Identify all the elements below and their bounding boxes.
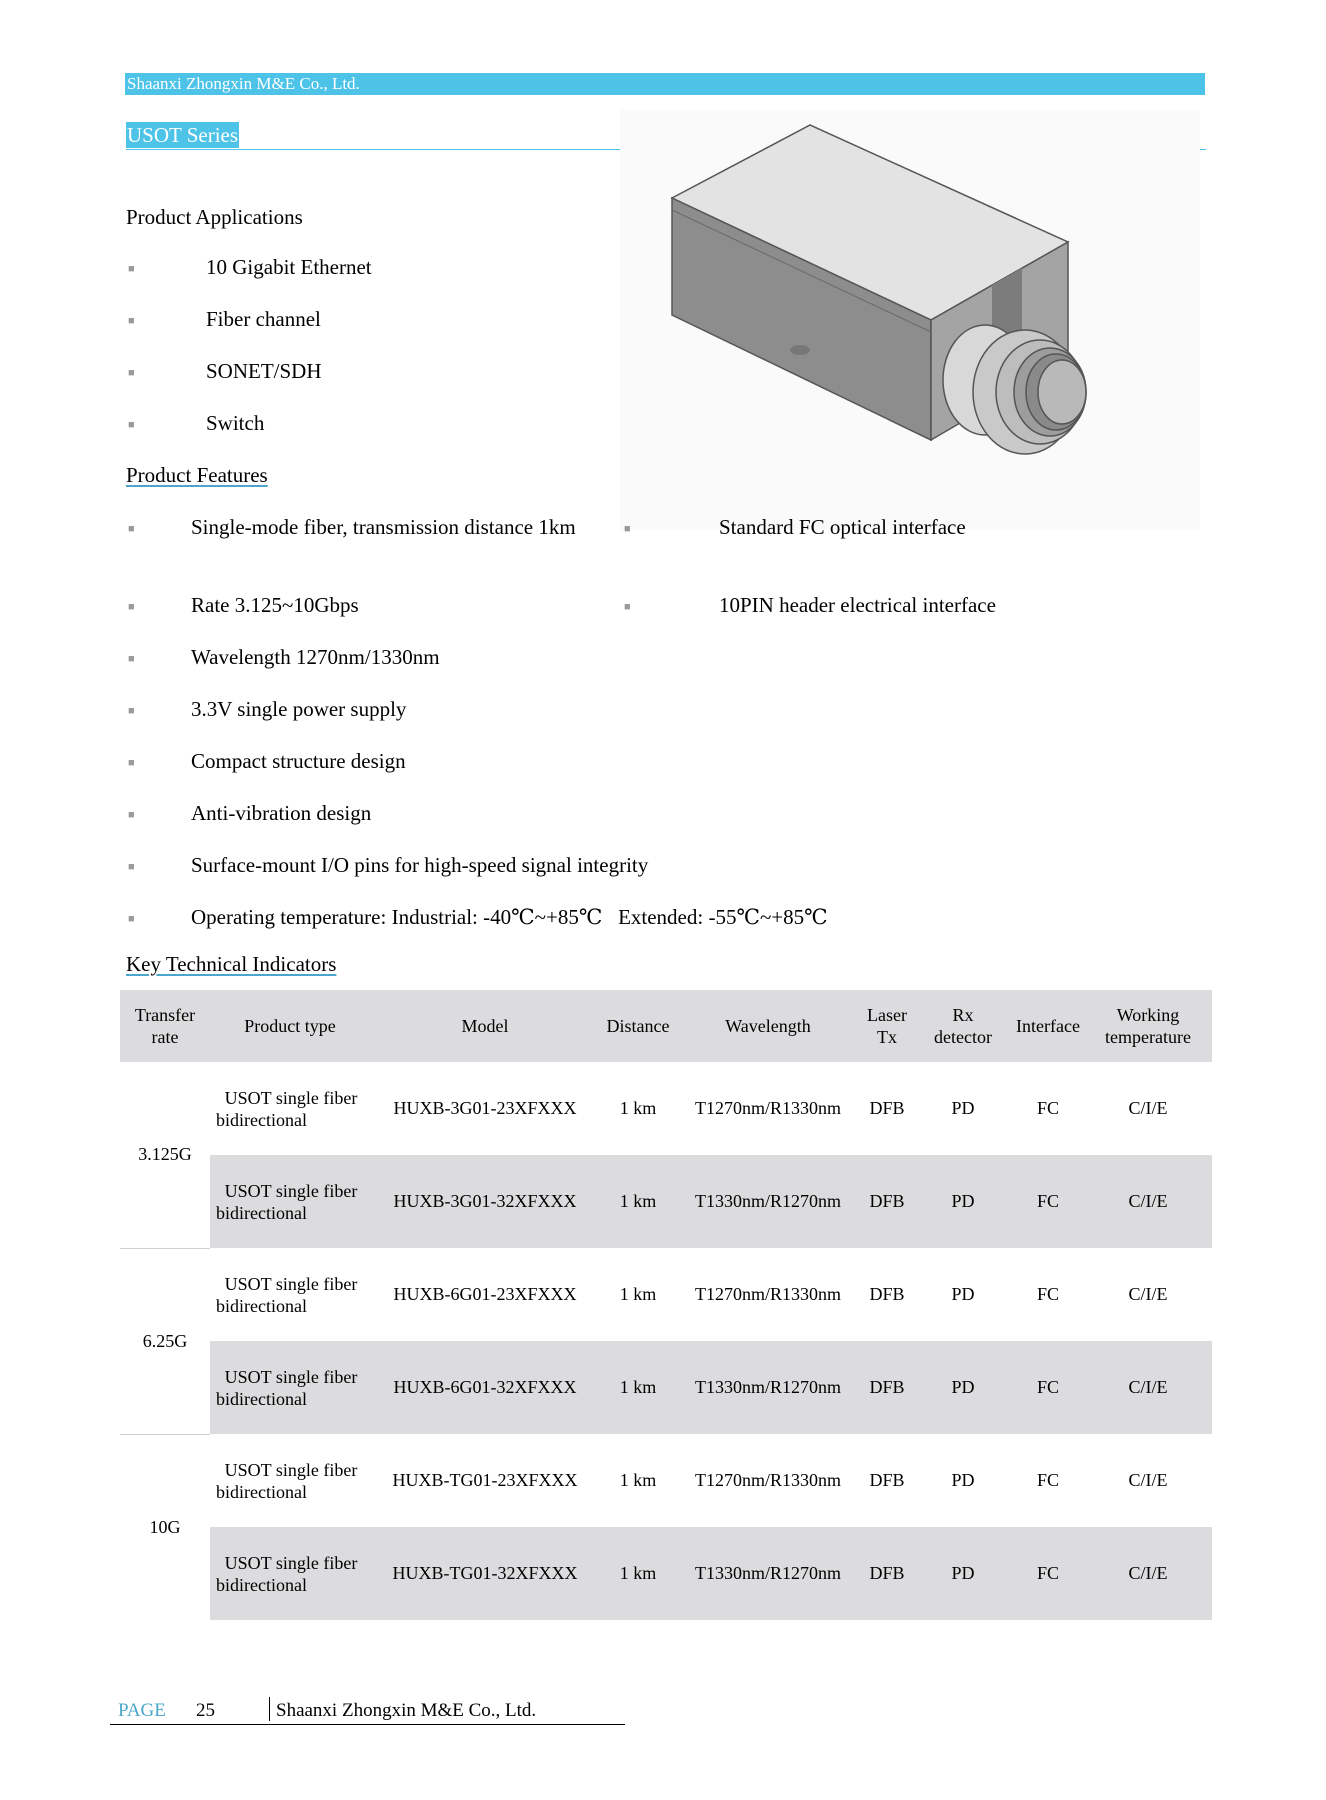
laser-cell: DFB xyxy=(860,1341,914,1434)
usot-module-image xyxy=(620,110,1200,530)
bullet-icon: ■ xyxy=(128,705,135,717)
distance-cell: 1 km xyxy=(619,1284,657,1304)
rx-cell: PD xyxy=(914,1155,1012,1248)
bullet-icon: ■ xyxy=(128,653,135,665)
transfer-rate-cell: 10G xyxy=(120,1434,210,1620)
bullet-icon: ■ xyxy=(128,419,135,431)
feature-item: Wavelength 1270nm/1330nm xyxy=(191,645,440,669)
application-item: Switch xyxy=(206,411,265,435)
footer-separator xyxy=(269,1697,270,1721)
rx-cell: PD xyxy=(951,1098,975,1118)
application-item: 10 Gigabit Ethernet xyxy=(206,255,372,279)
application-item: SONET/SDH xyxy=(206,359,322,383)
feature-item: Operating temperature: Industrial: -40℃~+85℃ Extended: -55℃~+85℃ xyxy=(191,905,828,929)
table-row xyxy=(120,1341,1212,1434)
footer-rule xyxy=(110,1724,625,1725)
model-cell: HUXB-TG01-32XFXXX xyxy=(370,1527,600,1620)
bullet-icon: ■ xyxy=(128,809,135,821)
col-header-distance: Distance xyxy=(600,990,676,1062)
product-type-cell: USOT single fiber bidirectional xyxy=(210,1527,370,1620)
footer-page-number: 25 xyxy=(196,1700,215,1721)
distance-cell: 1 km xyxy=(600,1527,676,1620)
col-header-laser: Laser Tx xyxy=(860,990,914,1062)
application-item: Fiber channel xyxy=(206,307,321,331)
temperature-cell: C/I/E xyxy=(1084,1155,1212,1248)
applications-title: Product Applications xyxy=(126,205,303,229)
features-title: Product Features xyxy=(126,463,268,487)
wavelength-cell: T1270nm/R1330nm xyxy=(694,1470,841,1490)
laser-cell: DFB xyxy=(860,1155,914,1248)
distance-cell: 1 km xyxy=(600,1155,676,1248)
bullet-icon: ■ xyxy=(128,523,135,535)
interface-cell: FC xyxy=(1012,1341,1084,1434)
interface-cell: FC xyxy=(1012,1155,1084,1248)
interface-cell: FC xyxy=(1012,1527,1084,1620)
interface-cell: FC xyxy=(1036,1098,1060,1118)
laser-cell: DFB xyxy=(869,1470,905,1490)
table-header-row xyxy=(120,990,1212,1062)
col-header-temperature: Working temperature xyxy=(1084,990,1212,1062)
wavelength-cell: T1330nm/R1270nm xyxy=(676,1341,860,1434)
table-row xyxy=(120,1527,1212,1620)
model-cell: HUXB-6G01-23XFXXX xyxy=(393,1284,577,1304)
series-title: USOT Series xyxy=(127,123,239,147)
distance-cell: 1 km xyxy=(600,1341,676,1434)
model-cell: HUXB-6G01-32XFXXX xyxy=(370,1341,600,1434)
model-cell: HUXB-3G01-32XFXXX xyxy=(370,1155,600,1248)
bullet-icon: ■ xyxy=(624,601,631,613)
product-type-cell: USOT single fiber bidirectional xyxy=(216,1273,358,1316)
feature-item: Surface-mount I/O pins for high-speed signal integrity xyxy=(191,853,649,877)
bullet-icon: ■ xyxy=(128,757,135,769)
rx-cell: PD xyxy=(951,1284,975,1304)
wavelength-cell: T1270nm/R1330nm xyxy=(694,1284,841,1304)
col-header-product-type: Product type xyxy=(210,990,370,1062)
table-row xyxy=(120,1155,1212,1248)
laser-cell: DFB xyxy=(860,1527,914,1620)
temperature-cell: C/I/E xyxy=(1084,1527,1212,1620)
wavelength-cell: T1270nm/R1330nm xyxy=(694,1098,841,1118)
rx-cell: PD xyxy=(914,1341,1012,1434)
product-type-cell: USOT single fiber bidirectional xyxy=(210,1155,370,1248)
interface-cell: FC xyxy=(1036,1284,1060,1304)
table-row xyxy=(120,1434,1212,1527)
temperature-cell: C/I/E xyxy=(1128,1470,1168,1490)
feature-item: 3.3V single power supply xyxy=(191,697,407,721)
footer-company: Shaanxi Zhongxin M&E Co., Ltd. xyxy=(276,1700,537,1721)
wavelength-cell: T1330nm/R1270nm xyxy=(676,1155,860,1248)
model-cell: HUXB-3G01-23XFXXX xyxy=(393,1098,577,1118)
laser-cell: DFB xyxy=(869,1284,905,1304)
transfer-rate-cell: 3.125G xyxy=(120,1062,210,1248)
distance-cell: 1 km xyxy=(619,1470,657,1490)
wavelength-cell: T1330nm/R1270nm xyxy=(676,1527,860,1620)
indicators-title: Key Technical Indicators xyxy=(126,952,337,976)
col-header-interface: Interface xyxy=(1012,990,1084,1062)
table-row xyxy=(120,1248,1212,1341)
bullet-icon: ■ xyxy=(128,263,135,275)
feature-item: Anti-vibration design xyxy=(191,801,372,825)
temperature-cell: C/I/E xyxy=(1084,1341,1212,1434)
bullet-icon: ■ xyxy=(128,367,135,379)
product-type-cell: USOT single fiber bidirectional xyxy=(216,1087,358,1130)
rx-cell: PD xyxy=(951,1470,975,1490)
col-header-model: Model xyxy=(370,990,600,1062)
feature-item: 10PIN header electrical interface xyxy=(719,593,996,617)
bullet-icon: ■ xyxy=(128,315,135,327)
temperature-cell: C/I/E xyxy=(1128,1284,1168,1304)
bullet-icon: ■ xyxy=(624,523,631,535)
col-header-wavelength: Wavelength xyxy=(676,990,860,1062)
feature-item: Rate 3.125~10Gbps xyxy=(191,593,359,617)
feature-item: Single-mode fiber, transmission distance 1km xyxy=(191,515,576,539)
bullet-icon: ■ xyxy=(128,601,135,613)
footer-page-label: PAGE xyxy=(118,1700,166,1721)
distance-cell: 1 km xyxy=(619,1098,657,1118)
laser-cell: DFB xyxy=(869,1098,905,1118)
table-row xyxy=(120,1062,1212,1155)
interface-cell: FC xyxy=(1036,1470,1060,1490)
feature-item: Standard FC optical interface xyxy=(719,515,966,539)
product-type-cell: USOT single fiber bidirectional xyxy=(216,1459,358,1502)
company-header-bar: Shaanxi Zhongxin M&E Co., Ltd. xyxy=(125,73,1205,95)
temperature-cell: C/I/E xyxy=(1128,1098,1168,1118)
col-header-rx: Rx detector xyxy=(914,990,1012,1062)
bullet-icon: ■ xyxy=(128,913,135,925)
product-type-cell: USOT single fiber bidirectional xyxy=(210,1341,370,1434)
transfer-rate-cell: 6.25G xyxy=(120,1248,210,1434)
feature-item: Compact structure design xyxy=(191,749,406,773)
model-cell: HUXB-TG01-23XFXXX xyxy=(392,1470,578,1490)
col-header-rate: Transfer rate xyxy=(120,990,210,1062)
rx-cell: PD xyxy=(914,1527,1012,1620)
bullet-icon: ■ xyxy=(128,861,135,873)
spec-table xyxy=(120,990,1212,1620)
